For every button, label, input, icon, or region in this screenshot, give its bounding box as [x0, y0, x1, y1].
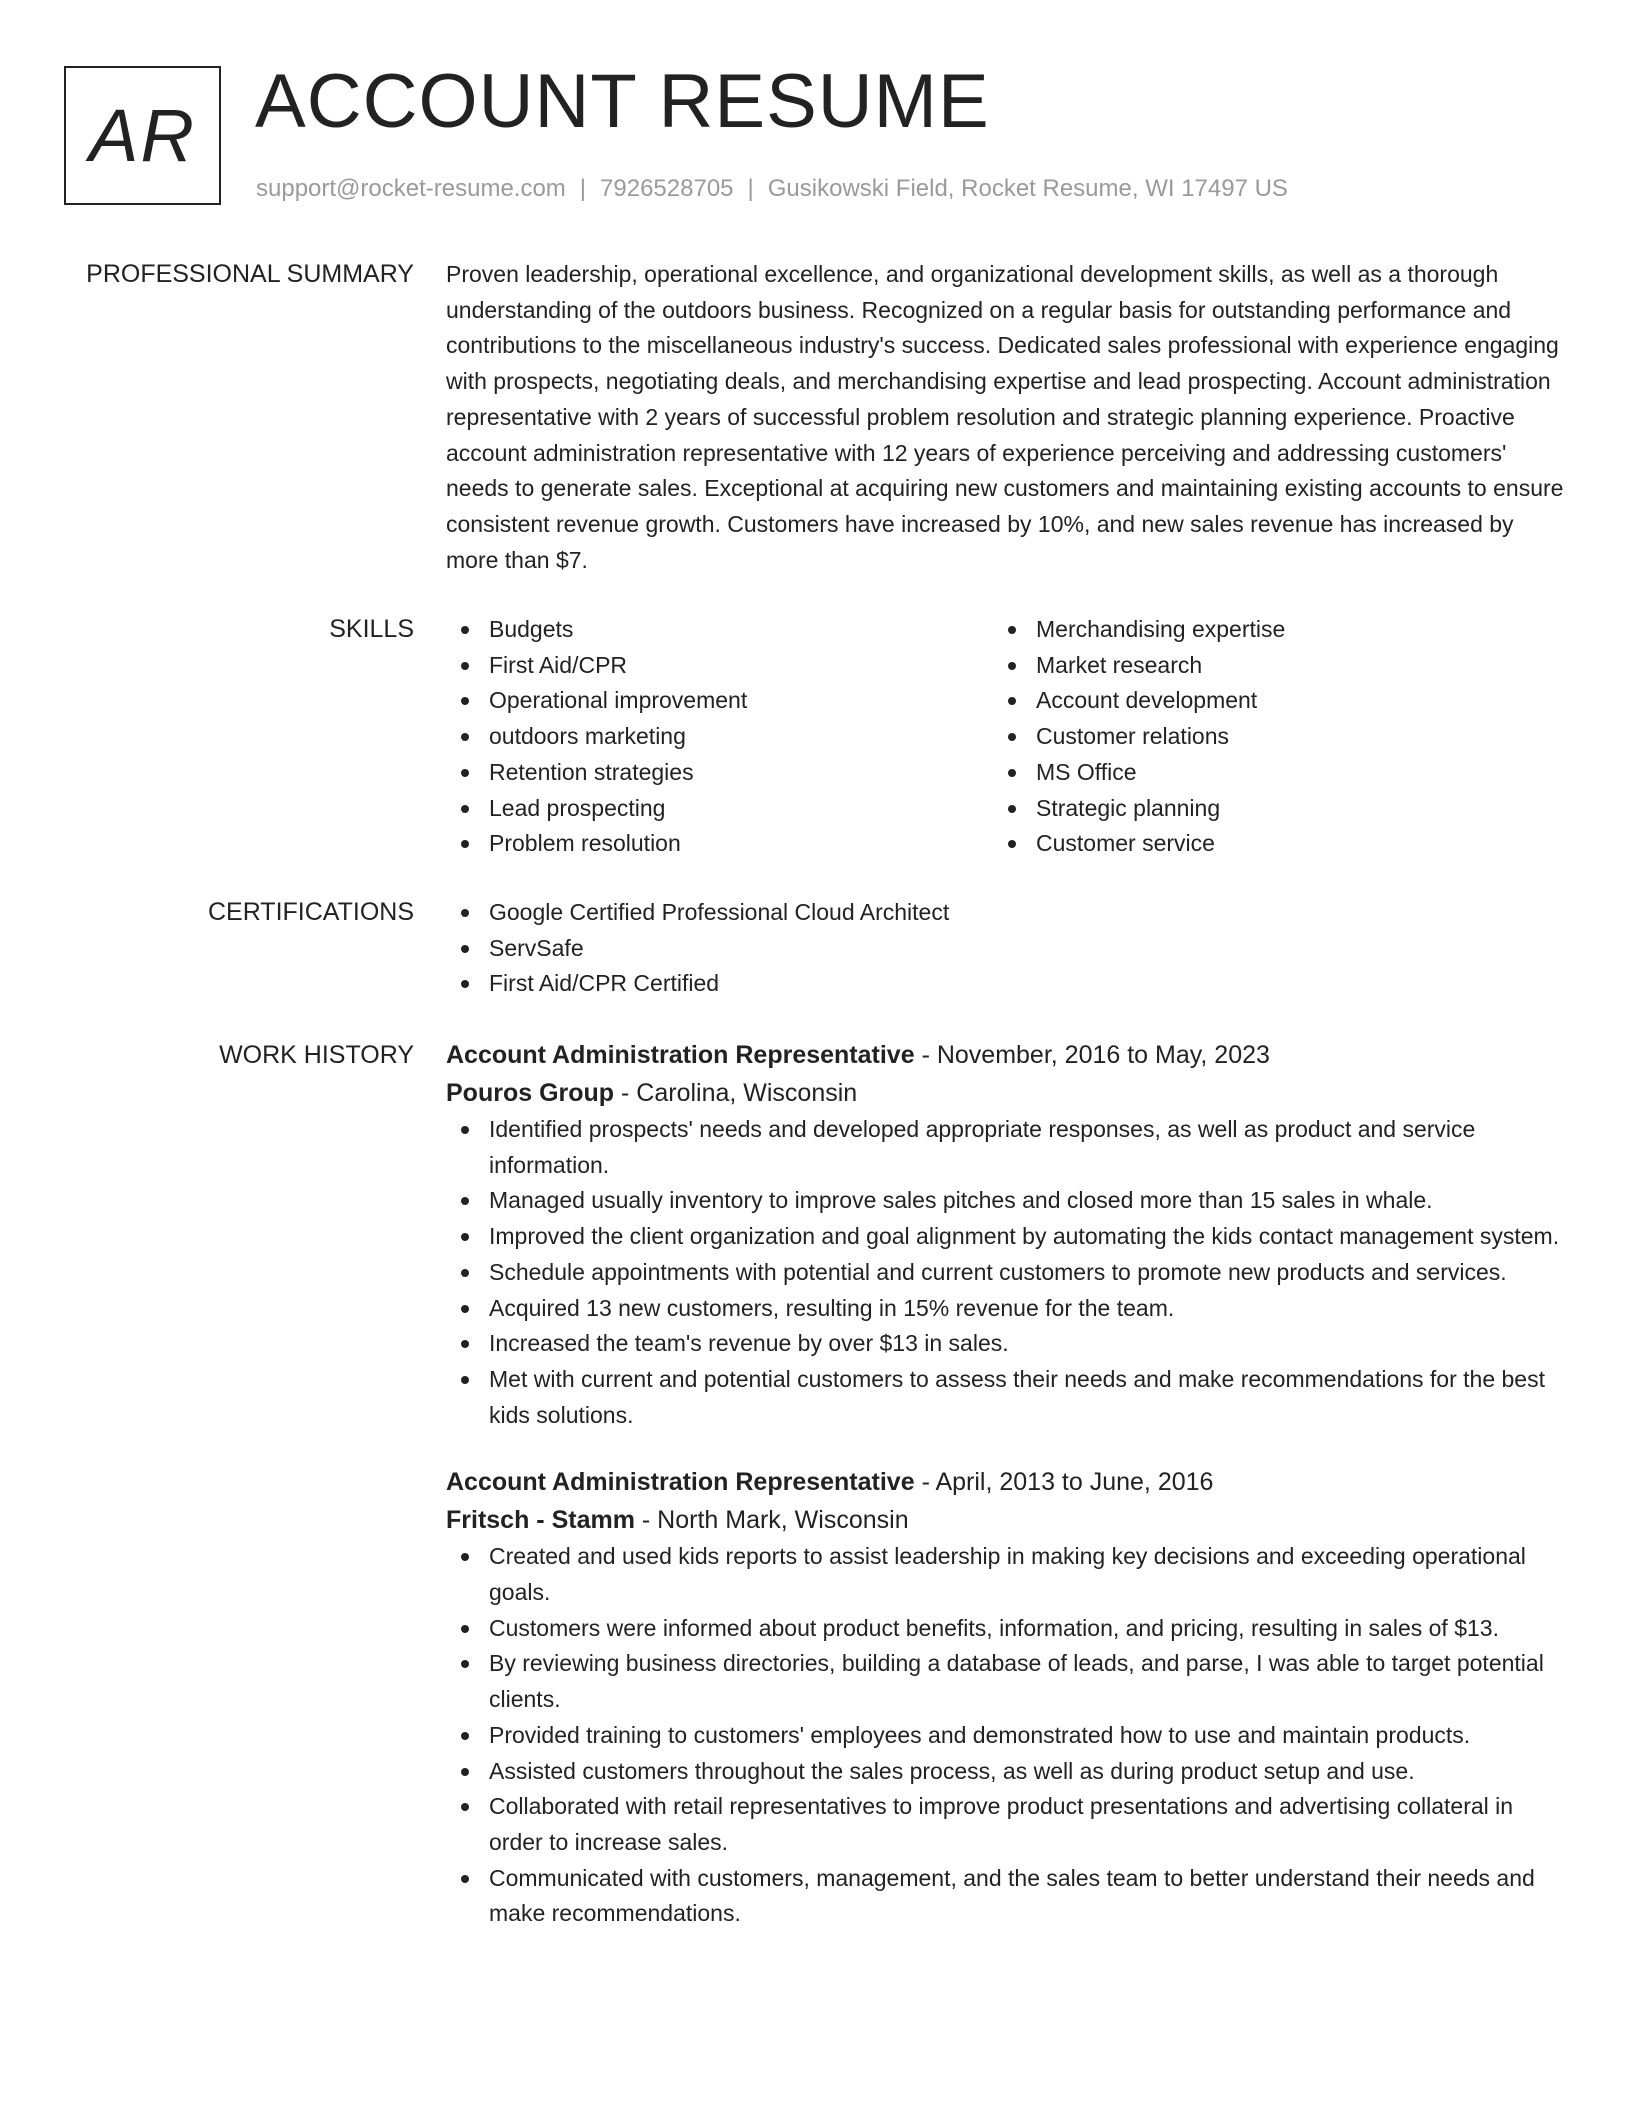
certification-item: First Aid/CPR Certified: [446, 966, 1564, 1002]
skills-list-left: [446, 612, 993, 862]
certifications-content: [446, 895, 1564, 1002]
job-company-line: [446, 1074, 1564, 1112]
job-title-line: [446, 1036, 1564, 1074]
job-bullet: Created and used kids reports to assist leadership in making key decisions and exceeding operational goals.: [446, 1539, 1564, 1610]
job-bullet: Improved the client organization and goal alignment by automating the kids contact management system.: [446, 1219, 1564, 1255]
skills-content: [446, 612, 1564, 862]
job-location: - Carolina, Wisconsin: [621, 1079, 858, 1107]
job-bullet: Managed usually inventory to improve sales pitches and closed more than 15 sales in whale.: [446, 1183, 1564, 1219]
job-company: Pouros Group: [446, 1079, 615, 1107]
skill-item: Budgets: [446, 612, 993, 648]
skill-item: Operational improvement: [446, 683, 993, 719]
skill-item: Merchandising expertise: [993, 612, 1540, 648]
job-bullet: Provided training to customers' employees and demonstrated how to use and maintain products.: [446, 1718, 1564, 1754]
skills-grid: [446, 612, 1564, 862]
summary-text: Proven leadership, operational excellence, and organizational development skills, as well as a thorough understanding of the outdoors business. Recognized on a regular basis for outstanding performance and contributions to the miscellaneous industry's success. Dedicated sales professional with experience engaging with prospects, negotiating deals, and merchandising expertise and lead prospecting. Account administration representative with 2 years of successful problem resolution and strategic planning experience. Proactive account administration representative with 12 years of experience perceiving and addressing customers' needs to generate sales. Exceptional at acquiring new customers and maintaining existing accounts to ensure consistent revenue growth. Customers have increased by 10%, and new sales revenue has increased by more than $7.: [446, 261, 1564, 573]
skill-item: Customer service: [993, 826, 1540, 862]
job-bullet-list: [446, 1112, 1564, 1433]
skill-item: Customer relations: [993, 719, 1540, 755]
job-company-line: [446, 1501, 1564, 1539]
job-bullet: Assisted customers throughout the sales process, as well as during product setup and use.: [446, 1754, 1564, 1790]
job-company: Fritsch - Stamm: [446, 1506, 635, 1535]
certification-item: ServSafe: [446, 931, 1564, 967]
job-bullet-list: [446, 1539, 1564, 1932]
resume-name: ACCOUNT RESUME: [255, 59, 990, 144]
job-entry: [446, 1463, 1564, 1932]
skills-list-right: [993, 612, 1540, 862]
certifications-list: [446, 895, 1564, 1002]
skill-item: Lead prospecting: [446, 791, 993, 827]
skill-item: Problem resolution: [446, 826, 993, 862]
job-title: Account Administration Representative: [446, 1468, 915, 1497]
job-bullet: Identified prospects' needs and developed appropriate responses, as well as product and service information.: [446, 1112, 1564, 1183]
skill-item: Market research: [993, 648, 1540, 684]
job-bullet: Increased the team's revenue by over $13 in sales.: [446, 1326, 1564, 1362]
contact-address: Gusikowski Field, Rocket Resume, WI 17497 US: [767, 175, 1288, 202]
summary-label: PROFESSIONAL SUMMARY: [86, 260, 414, 288]
skill-item: outdoors marketing: [446, 719, 993, 755]
job-bullet: Met with current and potential customers to assess their needs and make recommendations for the best kids solutions.: [446, 1362, 1564, 1433]
contact-separator: |: [579, 175, 587, 202]
job-dates: - November, 2016 to May, 2023: [921, 1041, 1270, 1069]
work-history-label: WORK HISTORY: [219, 1041, 414, 1069]
job-title-line: [446, 1463, 1564, 1501]
contact-separator: |: [747, 175, 754, 202]
job-entry: [446, 1036, 1564, 1433]
skill-item: First Aid/CPR: [446, 648, 993, 684]
skill-item: Retention strategies: [446, 755, 993, 791]
job-bullet: By reviewing business directories, building a database of leads, and parse, I was able to target potential clients.: [446, 1646, 1564, 1717]
job-bullet: Customers were informed about product benefits, information, and pricing, resulting in sales of $13.: [446, 1611, 1564, 1647]
monogram-box: [64, 66, 221, 205]
contact-line: [256, 174, 1288, 204]
skill-item: Account development: [993, 683, 1540, 719]
job-title: Account Administration Representative: [446, 1041, 915, 1069]
job-bullet: Communicated with customers, management, and the sales team to better understand their needs and make recommendations.: [446, 1861, 1564, 1932]
job-bullet: Acquired 13 new customers, resulting in 15% revenue for the team.: [446, 1291, 1564, 1327]
job-location: - North Mark, Wisconsin: [641, 1506, 909, 1535]
monogram-initials: AR: [89, 94, 196, 177]
certification-item: Google Certified Professional Cloud Architect: [446, 895, 1564, 931]
contact-phone: 7926528705: [600, 175, 734, 202]
skill-item: Strategic planning: [993, 791, 1540, 827]
work-history-content: [446, 1036, 1564, 1962]
summary-content: [446, 257, 1564, 578]
skills-label: SKILLS: [329, 615, 414, 643]
job-bullet: Collaborated with retail representatives to improve product presentations and advertising collateral in order to increase sales.: [446, 1789, 1564, 1860]
job-dates: - April, 2013 to June, 2016: [921, 1468, 1214, 1497]
skill-item: MS Office: [993, 755, 1540, 791]
job-bullet: Schedule appointments with potential and current customers to promote new products and services.: [446, 1255, 1564, 1291]
contact-email: support@rocket-resume.com: [256, 175, 566, 202]
certifications-label: CERTIFICATIONS: [207, 898, 414, 926]
